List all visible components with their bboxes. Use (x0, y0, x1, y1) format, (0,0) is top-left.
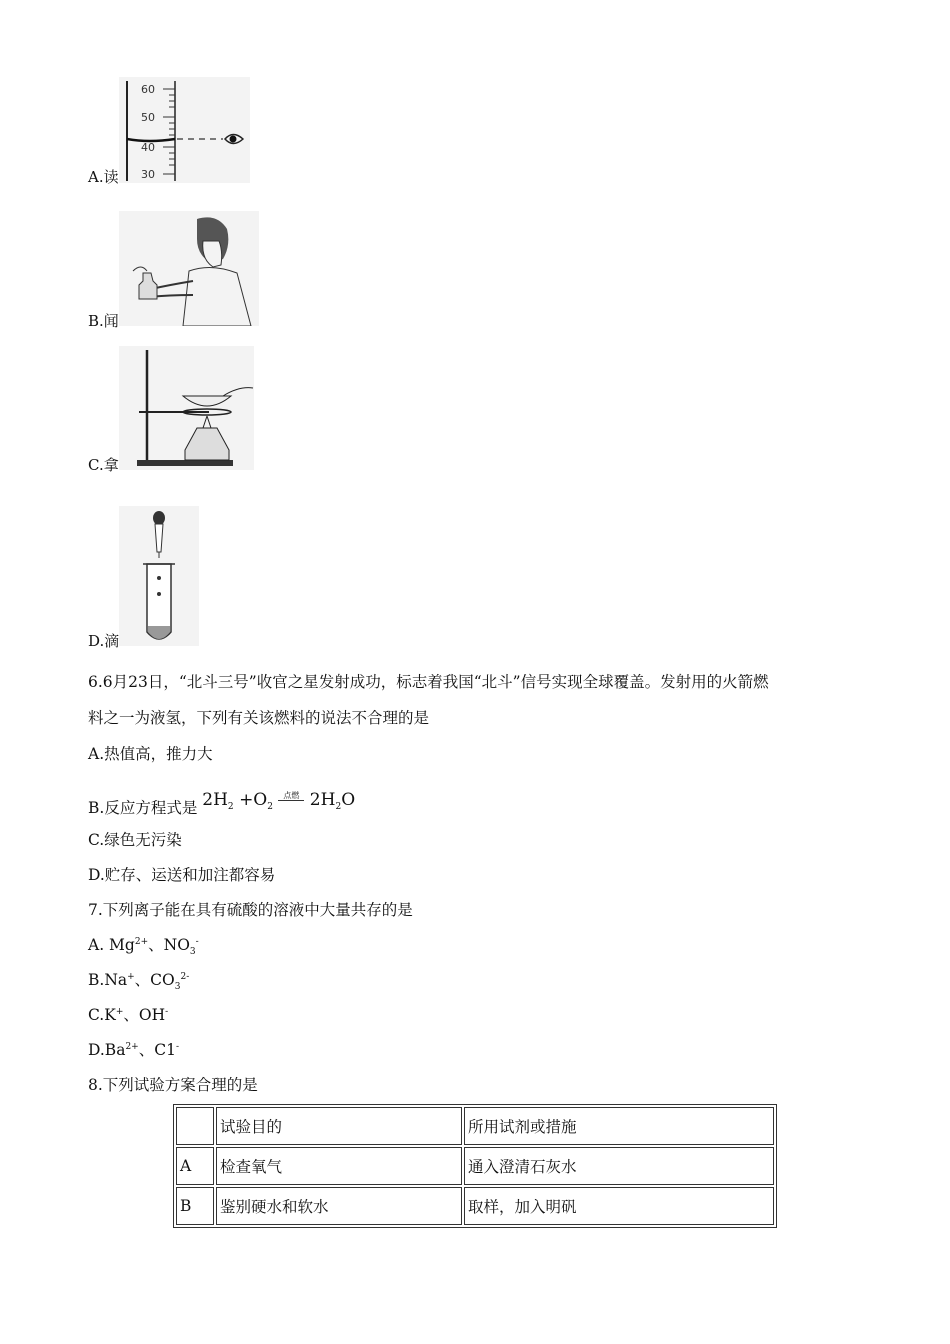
q7-option-b: B.Na+、$CO_3^{2-}$ (88, 971, 190, 993)
option-a-label: A.读 (88, 168, 119, 186)
q6-stem-line2: 料之一为液氢，下列有关该燃料的说法不合理的是 (88, 709, 430, 727)
tick-30: 30 (141, 168, 155, 181)
q7-option-c: C.K+、OH- (88, 1006, 169, 1024)
option-c-label: C.拿 (88, 456, 119, 474)
q6-option-d: D.贮存、运送和加注都容易 (88, 866, 276, 884)
smelling-person-figure (119, 211, 259, 326)
q6-option-c: C.绿色无污染 (88, 831, 182, 849)
evaporation-setup-figure (119, 346, 254, 470)
experiment-table (173, 1104, 777, 1228)
table-row (176, 1187, 774, 1225)
q6-option-b-prefix: B.反应方程式是 (88, 799, 198, 817)
table-header-cell (176, 1107, 214, 1145)
q6-option-b (88, 790, 356, 818)
option-b-label: B.闻 (88, 312, 119, 330)
q7-option-a: A. $Mg^{2+}$、$NO_3^-$ (88, 936, 199, 958)
q7-stem: 7.下列离子能在具有硫酸的溶液中大量共存的是 (88, 901, 413, 919)
option-d-label: D.滴 (88, 632, 120, 650)
table-cell: B (176, 1187, 214, 1225)
dropper-test-tube-figure (119, 506, 199, 646)
graduated-cylinder-figure (119, 77, 250, 183)
tick-50: 50 (141, 111, 155, 124)
table-header-cell: 试验目的 (216, 1107, 462, 1145)
table-header-row (176, 1107, 774, 1145)
table-cell: A (176, 1147, 214, 1185)
q8-stem: 8.下列试验方案合理的是 (88, 1076, 258, 1094)
reaction-condition: 点燃 (283, 791, 300, 800)
tick-60: 60 (141, 83, 155, 96)
eye-icon (225, 135, 243, 144)
table-cell: 取样，加入明矾 (464, 1187, 774, 1225)
table-row (176, 1147, 774, 1185)
tick-40: 40 (141, 141, 155, 154)
q7-option-d: $D.Ba^{2+}$、C1- (88, 1041, 179, 1059)
table-cell: 鉴别硬水和软水 (216, 1187, 462, 1225)
table-cell: 通入澄清石灰水 (464, 1147, 774, 1185)
table-cell: 检查氧气 (216, 1147, 462, 1185)
q6-stem-line1: 6.6月23日，“北斗三号”收官之星发射成功，标志着我国“北斗”信号实现全球覆盖。发射用的火箭燃 (88, 673, 769, 691)
table-header-cell: 所用试剂或措施 (464, 1107, 774, 1145)
q6-option-a: A.热值高，推力大 (88, 745, 213, 763)
combustion-equation: $2H_2 +O_2$ 点燃 $2H_2O$ (202, 790, 356, 812)
